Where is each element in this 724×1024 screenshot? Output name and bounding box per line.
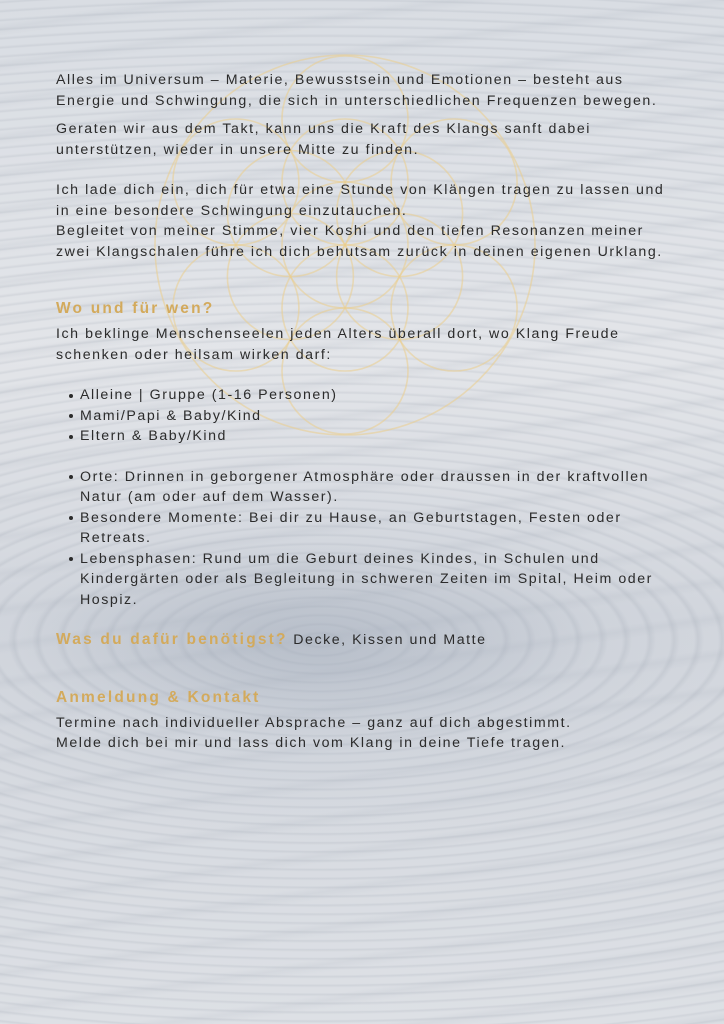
places-list (56, 467, 676, 611)
list-item: Alleine | Gruppe (1-16 Personen) (68, 385, 676, 406)
list-item: Eltern & Baby/Kind (68, 426, 676, 447)
contact-paragraph-1: Termine nach individueller Absprache – ganz auf dich abgestimmt. (56, 714, 572, 731)
contact-paragraph-2: Melde dich bei mir und lass dich vom Klang in deine Tiefe tragen. (56, 735, 567, 751)
needs-text: Decke, Kissen und Matte (293, 632, 487, 648)
group-list (56, 385, 676, 447)
needs-line (56, 630, 676, 651)
where-heading: Wo und für wen? (56, 300, 215, 317)
intro-paragraph-1: Alles im Universum – Materie, Bewusstsein und Emotionen – besteht aus Energie und Schwingung, die sich in unterschiedlichen Frequenzen bewegen. (56, 72, 658, 109)
where-text: Ich beklinge Menschenseelen jeden Alters überall dort, wo Klang Freude schenken oder heilsam wirken darf: (56, 326, 620, 363)
intro-paragraph-4: Begleitet von meiner Stimme, vier Koshi und den tiefen Resonanzen meiner zwei Klangschalen führe ich dich behutsam zurück in deinen eigenen Urklang. (56, 223, 663, 260)
list-item: Lebensphasen: Rund um die Geburt deines Kindes, in Schulen und Kindergärten oder als Begleitung in schweren Zeiten im Spital, Heim oder Hospiz. (68, 549, 676, 611)
intro-paragraph-3: Ich lade dich ein, dich für etwa eine Stunde von Klängen tragen zu lassen und in eine besondere Schwingung einzutauchen. (56, 182, 665, 219)
intro-paragraph-2: Geraten wir aus dem Takt, kann uns die Kraft des Klangs sanft dabei unterstützen, wieder in unsere Mitte zu finden. (56, 121, 591, 158)
list-item: Orte: Drinnen in geborgener Atmosphäre oder draussen in der kraftvollen Natur (am oder auf dem Wasser). (68, 467, 676, 508)
contact-heading: Anmeldung & Kontakt (56, 688, 261, 706)
page-content (56, 70, 676, 754)
needs-heading: Was du dafür benötigst? (56, 631, 288, 648)
list-item: Mami/Papi & Baby/Kind (68, 406, 676, 427)
list-item: Besondere Momente: Bei dir zu Hause, an Geburtstagen, Festen oder Retreats. (68, 508, 676, 549)
